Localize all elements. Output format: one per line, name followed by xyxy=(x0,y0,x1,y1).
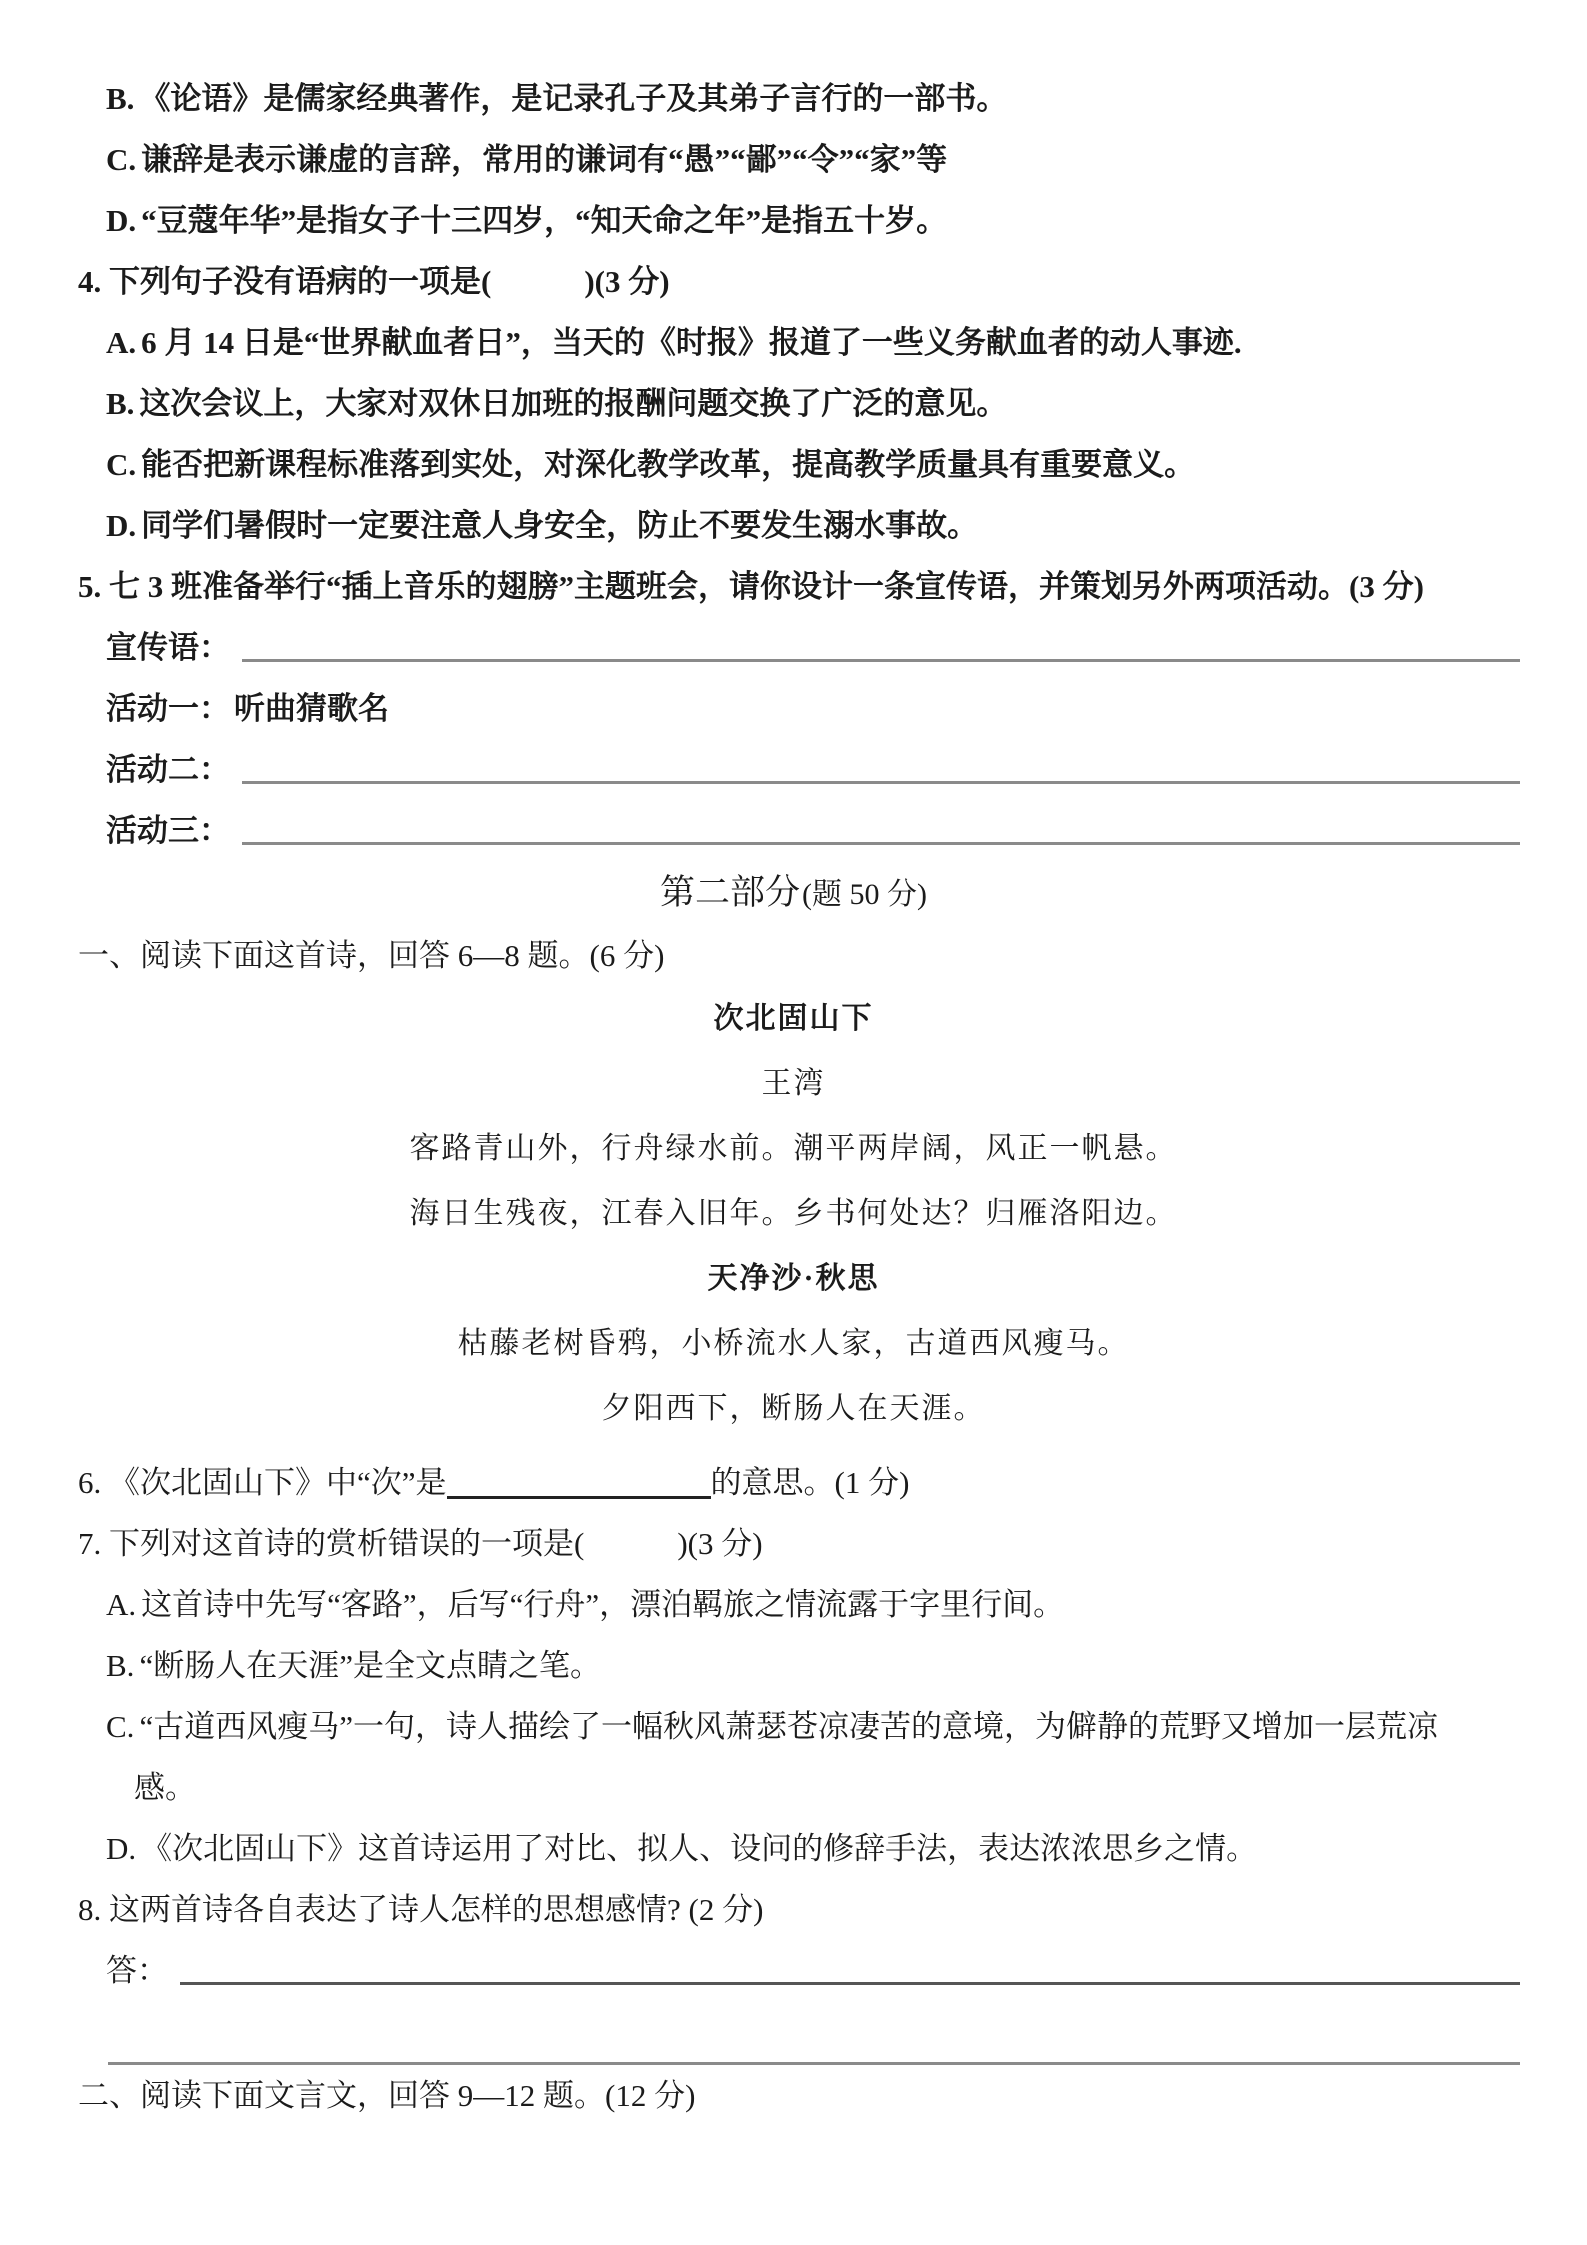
q5-activity3-row xyxy=(0,800,1587,861)
q4-stem: 4. 下列句子没有语病的一项是( )(3 分) xyxy=(78,264,670,299)
option-text: 《次北固山下》这首诗运用了对比、拟人、设问的修辞手法，表达浓浓思乡之情。 xyxy=(141,1831,1258,1866)
option-label: A. xyxy=(106,1587,137,1622)
answer-blank-line xyxy=(180,1956,1520,1985)
option-label: C. xyxy=(106,447,137,482)
part2-title: 第二部分 xyxy=(660,873,801,912)
q6-stem xyxy=(0,1452,1587,1513)
option-text: “古道西风瘦马”一句，诗人描绘了一幅秋风萧瑟苍凉凄苦的意境，为僻静的荒野又增加一层荒凉 xyxy=(139,1709,1438,1744)
q8-stem: 8. 这两首诗各自表达了诗人怎样的思想感情? (2 分) xyxy=(78,1892,764,1927)
poem1-line: 客路青山外，行舟绿水前。潮平两岸阔，风正一帆悬。 xyxy=(409,1132,1178,1165)
option-label: D. xyxy=(106,508,137,543)
option-text: 这次会议上，大家对双休日加班的报酬问题交换了广泛的意见。 xyxy=(139,386,1008,421)
part2-heading xyxy=(0,861,1587,925)
option-text: 6 月 14 日是“世界献血者日”，当天的《时报》报道了一些义务献血者的动人事迹. xyxy=(141,325,1242,360)
q6-suffix: 的意思。(1 分) xyxy=(710,1465,910,1500)
q3-option-c xyxy=(0,129,1587,190)
slogan-label: 宣传语： xyxy=(106,630,230,665)
poem1-author: 王湾 xyxy=(761,1067,826,1100)
q8-answer-row xyxy=(0,1940,1587,2001)
q5-stem: 5. 七 3 班准备举行“插上音乐的翅膀”主题班会，请你设计一条宣传语，并策划另外两项活动。(3 分) xyxy=(78,569,1424,604)
poem1-title: 次北固山下 xyxy=(713,1002,874,1035)
activity3-blank-line xyxy=(242,816,1520,845)
q5-activity1-row xyxy=(0,678,1587,739)
q4-option-d xyxy=(0,495,1587,556)
option-label: D. xyxy=(106,1831,137,1866)
q7-option-c xyxy=(0,1696,1587,1757)
activity2-label: 活动二： xyxy=(106,752,230,787)
slogan-blank-line xyxy=(242,633,1520,662)
option-text: 能否把新课程标准落到实处，对深化教学改革，提高教学质量具有重要意义。 xyxy=(141,447,1196,482)
q3-option-d xyxy=(0,190,1587,251)
activity1-label: 活动一： xyxy=(106,691,230,726)
q3-option-b xyxy=(0,68,1587,129)
activity1-value: 听曲猜歌名 xyxy=(234,691,389,726)
option-label: D. xyxy=(106,203,137,238)
section2-intro: 二、阅读下面文言文，回答 9—12 题。(12 分) xyxy=(78,2078,696,2113)
section1-intro: 一、阅读下面这首诗，回答 6—8 题。(6 分) xyxy=(78,938,665,973)
option-text: “豆蔻年华”是指女子十三四岁，“知天命之年”是指五十岁。 xyxy=(141,203,948,238)
q7-stem: 7. 下列对这首诗的赏析错误的一项是( )(3 分) xyxy=(78,1526,763,1561)
q7-option-b xyxy=(0,1635,1587,1696)
poem2-line: 枯藤老树昏鸦，小桥流水人家，古道西风瘦马。 xyxy=(457,1327,1130,1360)
activity2-blank-line xyxy=(242,755,1520,784)
activity3-label: 活动三： xyxy=(106,813,230,848)
option-label: B. xyxy=(106,1648,135,1683)
q7-option-c-continuation: 感。 xyxy=(134,1770,196,1805)
option-text: 同学们暑假时一定要注意人身安全，防止不要发生溺水事故。 xyxy=(141,508,979,543)
option-text: 这首诗中先写“客路”，后写“行舟”，漂泊羁旅之情流露于字里行间。 xyxy=(141,1587,1065,1622)
q7-option-a xyxy=(0,1574,1587,1635)
part2-score: (题 50 分) xyxy=(802,878,927,911)
q6-prefix: 6. 《次北固山下》中“次”是 xyxy=(78,1465,447,1500)
option-label: A. xyxy=(106,325,137,360)
answer-blank-line-2 xyxy=(108,2007,1520,2065)
option-label: B. xyxy=(106,386,135,421)
answer-label: 答： xyxy=(106,1953,168,1988)
option-text: 《论语》是儒家经典著作，是记录孔子及其弟子言行的一部书。 xyxy=(139,81,1008,116)
q5-slogan-row xyxy=(0,617,1587,678)
poem2-title: 天净沙·秋思 xyxy=(707,1262,880,1295)
option-text: “断肠人在天涯”是全文点睛之笔。 xyxy=(139,1648,601,1683)
option-label: C. xyxy=(106,1709,135,1744)
poem2-line: 夕阳西下，断肠人在天涯。 xyxy=(601,1392,986,1425)
poem1-line: 海日生残夜，江春入旧年。乡书何处达？归雁洛阳边。 xyxy=(409,1197,1178,1230)
q5-activity2-row xyxy=(0,739,1587,800)
q7-option-d xyxy=(0,1818,1587,1879)
option-label: B. xyxy=(106,81,135,116)
q6-blank-line xyxy=(447,1486,711,1499)
q4-option-a xyxy=(0,312,1587,373)
option-label: C. xyxy=(106,142,137,177)
q4-option-b xyxy=(0,373,1587,434)
q4-option-c xyxy=(0,434,1587,495)
option-text: 谦辞是表示谦虚的言辞，常用的谦词有“愚”“鄙”“令”“家”等 xyxy=(141,142,948,177)
